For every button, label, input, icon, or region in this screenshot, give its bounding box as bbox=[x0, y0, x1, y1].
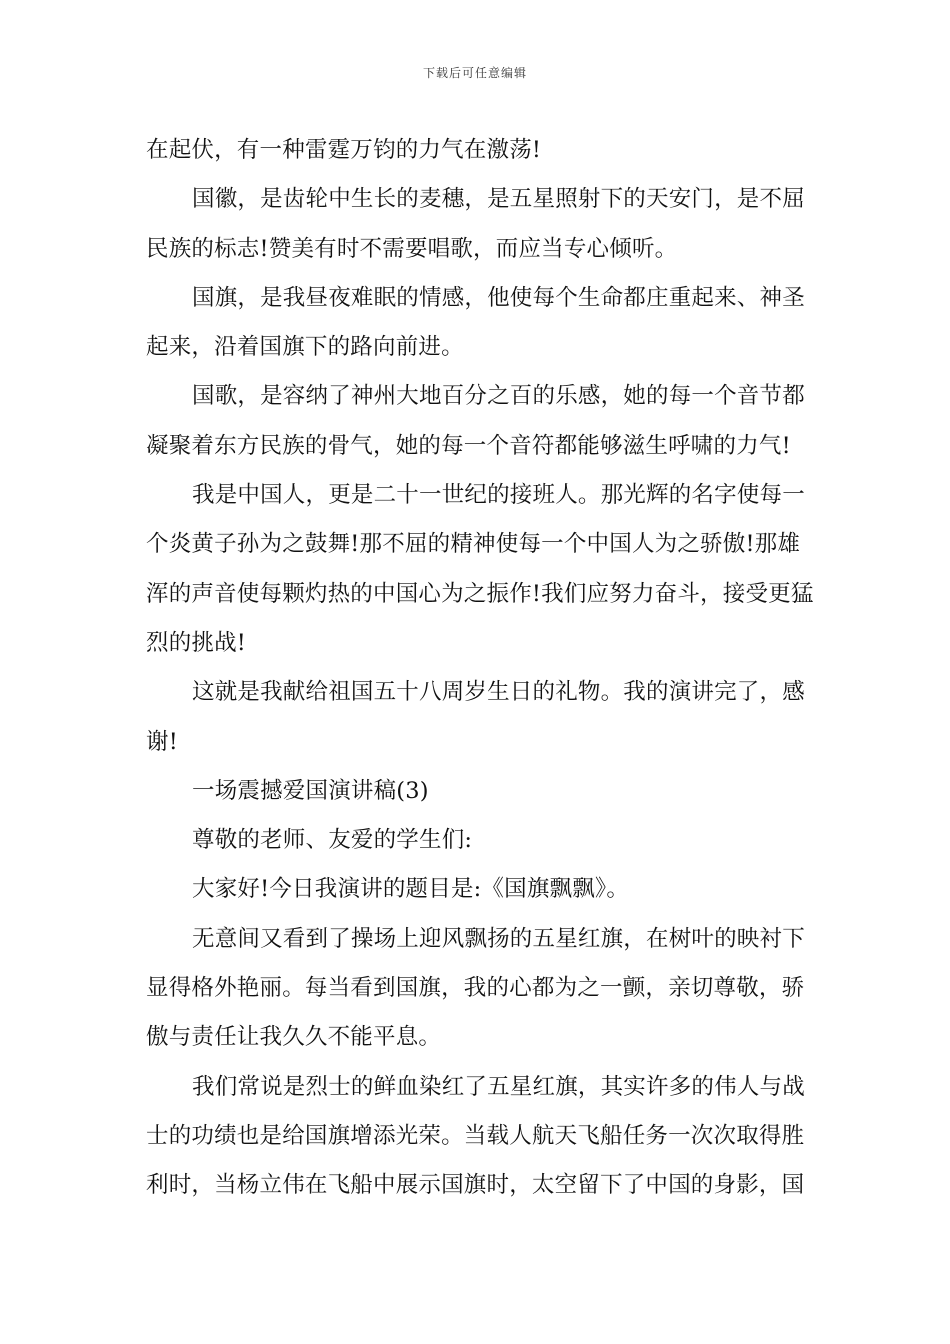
text-line: 士的功绩也是给国旗增添光荣。当载人航天飞船任务一次次取得胜 bbox=[146, 1122, 805, 1149]
text-line: 烈的挑战! bbox=[146, 629, 247, 656]
text-line: 个炎黄子孙为之鼓舞!那不屈的精神使每一个中国人为之骄傲!那雄 bbox=[146, 531, 801, 558]
text-line: 国徽，是齿轮中生长的麦穗，是五星照射下的天安门，是不屈 bbox=[192, 186, 805, 213]
text-line: 谢! bbox=[146, 728, 178, 755]
text-line: 利时，当杨立伟在飞船中展示国旗时，太空留下了中国的身影，国 bbox=[146, 1172, 805, 1199]
text-line: 国旗，是我昼夜难眠的情感，他使每个生命都庄重起来、神圣 bbox=[192, 284, 805, 311]
text-line: 尊敬的老师、友爱的学生们: bbox=[192, 827, 473, 854]
text-line: 我们常说是烈士的鲜血染红了五星红旗，其实许多的伟人与战 bbox=[192, 1073, 805, 1100]
document-body bbox=[146, 126, 814, 1211]
text-line: 傲与责任让我久久不能平息。 bbox=[146, 1024, 442, 1051]
text-line: 无意间又看到了操场上迎风飘扬的五星红旗，在树叶的映衬下 bbox=[192, 925, 805, 952]
text-line: 民族的标志!赞美有时不需要唱歌，而应当专心倾听。 bbox=[146, 235, 678, 262]
text-line: 这就是我献给祖国五十八周岁生日的礼物。我的演讲完了，感 bbox=[192, 679, 805, 706]
text-line: 在起伏，有一种雷霆万钧的力气在激荡! bbox=[146, 137, 542, 163]
text-line: 国歌，是容纳了神州大地百分之百的乐感，她的每一个音节都 bbox=[192, 383, 805, 410]
text-line: 显得格外艳丽。每当看到国旗，我的心都为之一颤，亲切尊敬，骄 bbox=[146, 975, 805, 1002]
text-line: 浑的声音使每颗灼热的中国心为之振作!我们应努力奋斗，接受更猛 bbox=[146, 580, 814, 607]
text-line: 起来，沿着国旗下的路向前进。 bbox=[146, 334, 464, 361]
text-line: 我是中国人，更是二十一世纪的接班人。那光辉的名字使每一 bbox=[192, 482, 805, 509]
page-header: 下载后可任意编辑 bbox=[422, 66, 527, 80]
text-line: 一场震撼爱国演讲稿(3) bbox=[192, 777, 429, 804]
text-line: 大家好!今日我演讲的题目是:《国旗飘飘》。 bbox=[192, 876, 630, 903]
text-line: 凝聚着东方民族的骨气，她的每一个音符都能够滋生呼啸的力气! bbox=[146, 432, 791, 459]
